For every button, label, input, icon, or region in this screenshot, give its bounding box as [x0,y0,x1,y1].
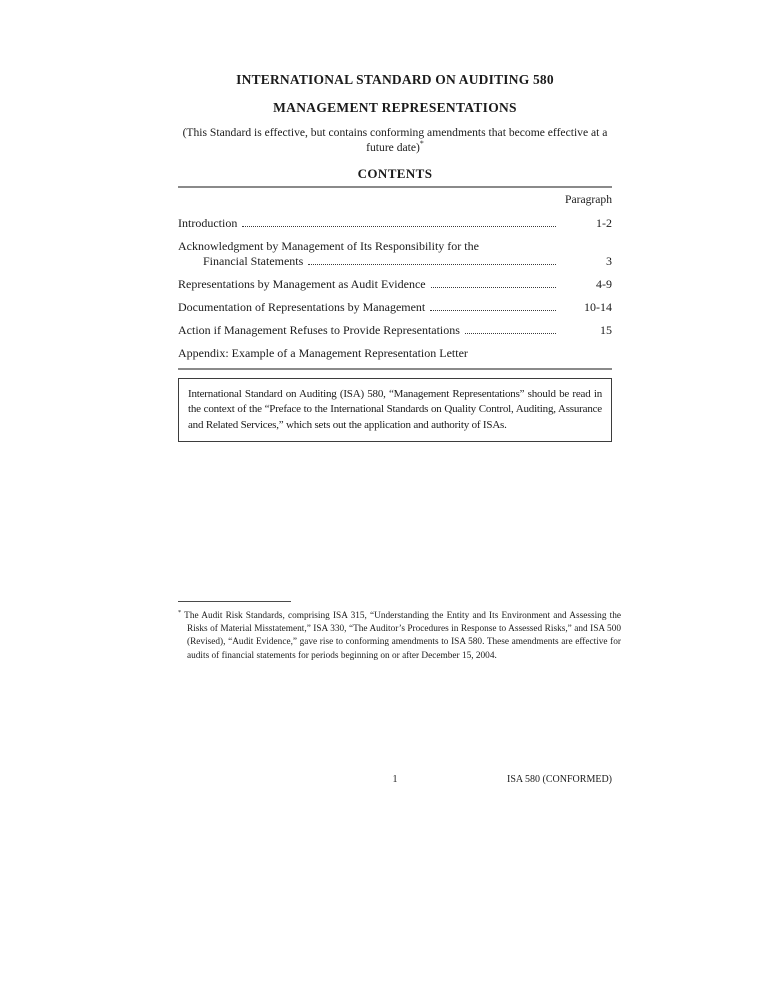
toc-entry-title: Financial Statements [203,254,304,268]
toc-entry-title: Documentation of Representations by Management [178,300,426,314]
footnote-marker: * [178,608,182,616]
dot-leader [465,333,556,334]
toc-entry-acknowledgment-line1: Acknowledgment by Management of Its Responsibility for the [178,239,479,253]
toc-entry-title: Representations by Management as Audit Evidence [178,277,426,291]
toc-entry-acknowledgment-line2 [178,254,612,268]
toc-entry-paragraph: 3 [606,254,612,268]
toc-entry-action [178,323,612,337]
page-number: 1 [392,774,398,785]
contents-top-rule [178,186,612,188]
toc-entry-documentation [178,300,612,314]
document-title: INTERNATIONAL STANDARD ON AUDITING 580 [236,72,554,87]
footer-standard-label: ISA 580 (CONFORMED) [506,774,612,785]
effective-note-footnote-marker: * [419,138,424,148]
effective-note-text: (This Standard is effective, but contains conforming amendments that become effective at a future date) [182,126,608,154]
contents-heading: CONTENTS [357,166,433,181]
toc-entry-paragraph: 15 [600,323,612,337]
page-footer [178,774,612,788]
contents-bottom-rule [178,368,612,370]
toc-entry-appendix [178,346,612,360]
toc-entry-title: Action if Management Refuses to Provide Representations [178,323,460,337]
dot-leader [430,310,556,311]
toc-entry-paragraph: 1-2 [596,216,612,230]
toc-entry-introduction [178,216,612,230]
footnote-text: The Audit Risk Standards, comprising ISA 315, “Understanding the Entity and Its Environment and Assessing the Risks of Material Misstatement,” ISA 330, “The Auditor’s Procedures in Response to Assessed Risks,” and ISA 500 (Revised), “Audit Evidence,” gave rise to conforming amendments to ISA 580. These amendments are effective for audits of financial statements for periods beginning on or after December 15, 2004. [184,611,621,661]
dot-leader [431,287,556,288]
toc-entry-representations [178,277,612,291]
effective-note [178,126,612,155]
notice-box [178,378,612,442]
toc-entry-paragraph: 10-14 [584,300,612,314]
toc-entry-paragraph: 4-9 [596,277,612,291]
document-subtitle: MANAGEMENT REPRESENTATIONS [273,100,517,115]
notice-box-text: International Standard on Auditing (ISA) 580, “Management Representations” should be read in the context of the “Preface to the International Standards on Quality Control, Auditing, Assurance and Related Services,” which sets out the application and authority of ISAs. [188,388,602,431]
paragraph-column-label: Paragraph [565,193,612,206]
footnote-separator-rule [178,601,291,602]
footnote [178,610,621,663]
toc-entry-title: Appendix: Example of a Management Representation Letter [178,346,468,360]
dot-leader [242,226,556,227]
toc-entry-title: Introduction [178,216,238,230]
table-of-contents [178,216,612,360]
content-column [178,0,612,442]
dot-leader [308,264,556,265]
